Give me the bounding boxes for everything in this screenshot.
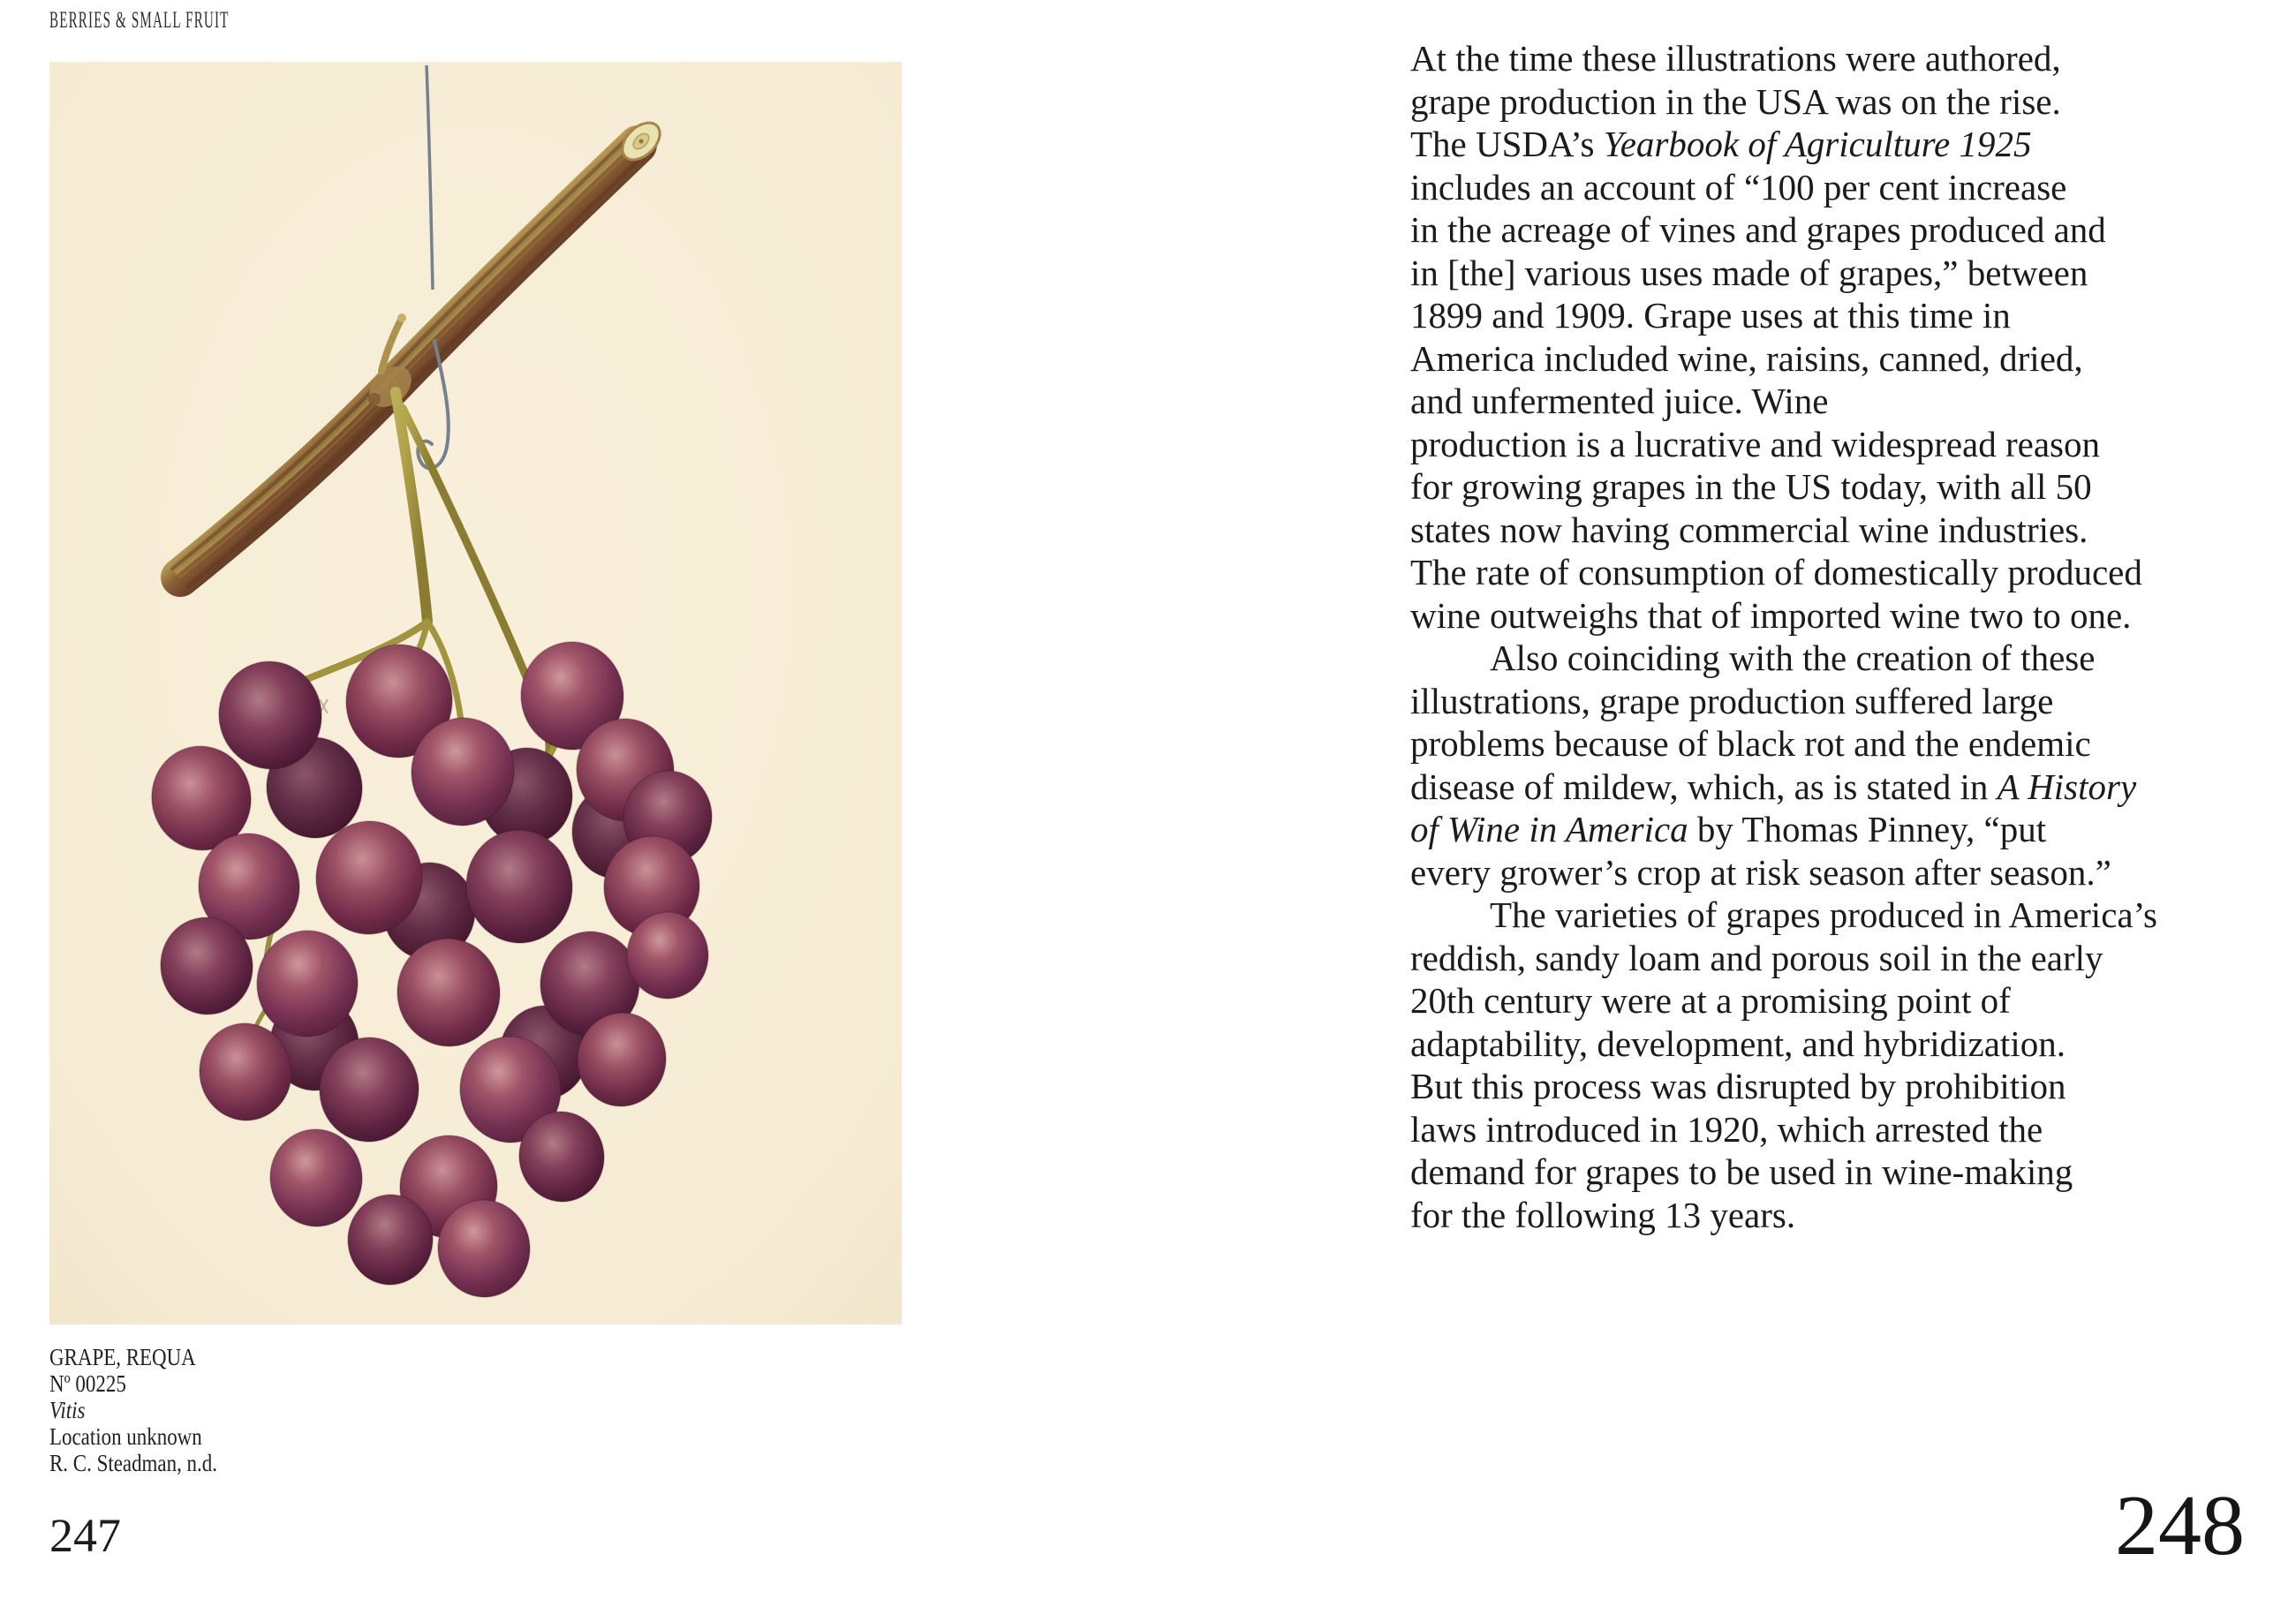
body-text-line: in the acreage of vines and grapes produced and xyxy=(1410,209,2106,250)
caption-artist: R. C. Steadman, n.d. xyxy=(49,1450,217,1476)
body-text-line: problems because of black rot and the endemic xyxy=(1410,723,2091,764)
body-text-line: 1899 and 1909. Grape uses at this time in xyxy=(1410,295,2011,336)
page-number-left: 247 xyxy=(49,1509,121,1562)
body-text-line: Also coinciding with the creation of these xyxy=(1490,638,2096,678)
body-text-line: for growing grapes in the US today, with all 50 xyxy=(1410,466,2092,507)
body-text-line: laws introduced in 1920, which arrested the xyxy=(1410,1108,2043,1150)
body-text-line: production is a lucrative and widespread reason xyxy=(1410,423,2101,464)
body-text-line: But this process was disrupted by prohibition xyxy=(1410,1066,2066,1106)
body-text-line: wine outweighs that of imported wine two to one. xyxy=(1410,594,2132,636)
body-text-line: of Wine in America by Thomas Pinney, “put xyxy=(1410,809,2047,849)
grape-illustration xyxy=(49,62,902,1324)
body-text-line: states now having commercial wine industries. xyxy=(1410,509,2088,550)
body-text-line: demand for grapes to be used in wine-making xyxy=(1410,1151,2073,1192)
body-text-line: illustrations, grape production suffered large xyxy=(1410,680,2054,721)
caption-genus: Vitis xyxy=(49,1397,86,1423)
body-text-line: America included wine, raisins, canned, dried, xyxy=(1410,337,2083,379)
body-text-line: for the following 13 years. xyxy=(1410,1194,1796,1235)
body-text-line: disease of mildew, which, as is stated in A History xyxy=(1410,766,2137,807)
body-text-line: The USDA’s Yearbook of Agriculture 1925 xyxy=(1410,124,2032,164)
body-text xyxy=(1410,37,2293,1236)
body-text-line: reddish, sandy loam and porous soil in the early xyxy=(1410,937,2103,978)
caption xyxy=(49,1344,217,1476)
caption-location: Location unknown xyxy=(49,1423,202,1450)
body-text-line: The varieties of grapes produced in America’s xyxy=(1490,894,2157,935)
illustration-paper xyxy=(49,62,902,1324)
caption-number: Nº 00225 xyxy=(49,1370,126,1397)
grape-illustration-svg xyxy=(49,62,902,1324)
running-head: BERRIES & SMALL FRUIT xyxy=(49,7,230,33)
body-text-line: every grower’s crop at risk season after season.” xyxy=(1410,851,2111,893)
page-number-right: 248 xyxy=(2115,1478,2245,1573)
body-text-line: 20th century were at a promising point of xyxy=(1410,980,2011,1021)
body-text-line: includes an account of “100 per cent increase xyxy=(1410,166,2067,207)
body-text-line: The rate of consumption of domestically produced xyxy=(1410,552,2142,592)
body-text-line: grape production in the USA was on the rise. xyxy=(1410,80,2061,122)
body-text-line: At the time these illustrations were authored, xyxy=(1410,38,2061,79)
body-text-line: in [the] various uses made of grapes,” between xyxy=(1410,252,2088,293)
caption-title: GRAPE, REQUA xyxy=(49,1344,196,1370)
body-text-line: and unfermented juice. Wine xyxy=(1410,381,1829,421)
body-text-line: adaptability, development, and hybridization. xyxy=(1410,1022,2066,1064)
